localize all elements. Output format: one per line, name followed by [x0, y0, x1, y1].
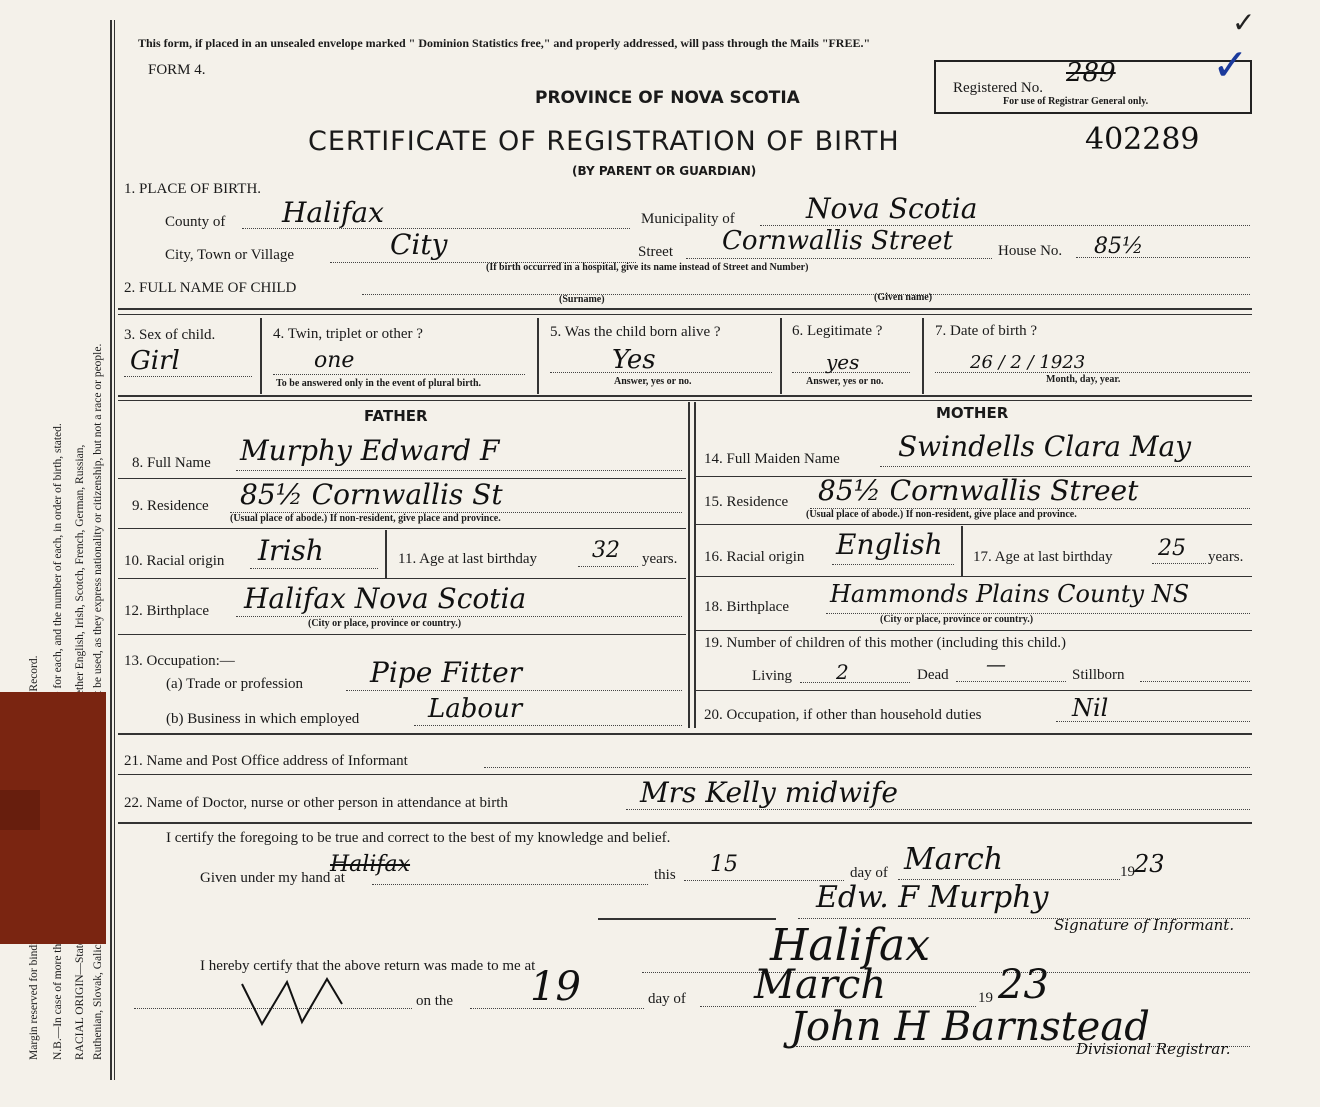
county-label: County of [165, 214, 226, 230]
municipality-value: Nova Scotia [806, 192, 978, 225]
registrar-flourish-mark [232, 964, 372, 1044]
mother-stillborn-line [1140, 681, 1250, 682]
given-line [372, 884, 648, 885]
check-mark-top-icon: ✓ [1232, 8, 1256, 39]
twin-note: To be answered only in the event of plural birth. [276, 378, 482, 389]
mother-racial-label: 16. Racial origin [704, 549, 805, 565]
mother-racial-line [832, 564, 954, 565]
doctor-value: Mrs Kelly midwife [640, 776, 898, 809]
registrar-year-prefix: 19 [978, 990, 993, 1006]
sex-label: 3. Sex of child. [124, 327, 216, 343]
father-age-label: 11. Age at last birthday [398, 551, 537, 567]
given-value: Halifax [330, 852, 411, 877]
father-trade-label: (a) Trade or profession [166, 676, 304, 692]
child-name-line [362, 294, 1250, 295]
alive-note: Answer, yes or no. [614, 376, 692, 387]
father-birthplace-note: (City or place, province or country.) [308, 618, 462, 629]
place-heading: 1. PLACE OF BIRTH. [124, 181, 262, 197]
father-occupation-label: 13. Occupation:— [124, 653, 235, 669]
check-mark-icon: ✓ [1212, 41, 1249, 90]
legitimate-note: Answer, yes or no. [806, 376, 884, 387]
father-birthplace-label: 12. Birthplace [124, 603, 209, 619]
tape-stain-dark [0, 790, 40, 830]
form-number: FORM 4. [148, 62, 206, 78]
parent-split-1 [688, 402, 690, 728]
mother-living-label: Living [752, 668, 792, 684]
mother-dead-value: — [986, 652, 1006, 676]
registered-value: 289 [1066, 58, 1116, 88]
month-value: March [904, 842, 1004, 877]
certify-statement: I certify the foregoing to be true and correct to the best of my knowledge and belief. [166, 830, 671, 846]
father-age-value: 32 [592, 538, 620, 563]
registrar-statement: I hereby certify that the above return was made to me at [200, 958, 536, 974]
father-business-line [414, 725, 682, 726]
father-trade-line [346, 690, 682, 691]
mail-notice: This form, if placed in an unsealed envelope marked " Dominion Statistics free," and properly addressed, will pass through the Mails "FREE." [138, 36, 871, 50]
father-heading: FATHER [364, 407, 428, 425]
doctor-label: 22. Name of Doctor, nurse or other person in attendance at birth [124, 795, 508, 811]
mother-age-line [1152, 563, 1206, 564]
informant-line [484, 767, 1250, 768]
alive-label: 5. Was the child born alive ? [550, 324, 721, 340]
registrar-year-value: 23 [998, 962, 1049, 1008]
mother-dead-line [956, 681, 1066, 682]
street-line [686, 258, 992, 259]
mother-name-label: 14. Full Maiden Name [704, 451, 840, 467]
col-sep-3 [780, 318, 782, 394]
mother-occupation-value: Nil [1072, 694, 1109, 722]
registered-label: Registered No. [953, 80, 1043, 96]
legitimate-value: yes [826, 350, 860, 374]
father-business-label: (b) Business in which employed [166, 711, 360, 727]
dob-note: Month, day, year. [1046, 374, 1121, 385]
this-label: this [654, 867, 676, 883]
mother-residence-note: (Usual place of abode.) If non-resident, give place and province. [806, 509, 1077, 520]
registrar-day-value: 19 [530, 964, 581, 1010]
informant-signature-label: Signature of Informant. [1054, 916, 1235, 934]
father-racial-value: Irish [258, 534, 324, 567]
mother-years-label: years. [1208, 549, 1244, 565]
mother-birthplace-value: Hammonds Plains County NS [830, 580, 1190, 608]
dob-value: 26 / 2 / 1923 [970, 352, 1086, 373]
father-age-line [578, 566, 638, 567]
mother-stillborn-label: Stillborn [1072, 667, 1125, 683]
mother-divider-19 [696, 690, 1252, 691]
father-business-value: Labour [428, 694, 523, 724]
col-sep-4 [922, 318, 924, 394]
city-value: City [390, 228, 448, 261]
twin-value: one [314, 348, 355, 373]
father-name-line [236, 470, 682, 471]
certificate-subtitle: (BY PARENT OR GUARDIAN) [572, 164, 757, 178]
mother-residence-label: 15. Residence [704, 494, 789, 510]
father-residence-value: 85½ Cornwallis St [240, 478, 503, 511]
divider-3b [118, 400, 1252, 401]
house-value: 85½ [1094, 234, 1144, 259]
doctor-line [626, 809, 1250, 810]
informant-label: 21. Name and Post Office address of Informant [124, 753, 408, 769]
year-value: 23 [1134, 850, 1165, 878]
hospital-note: (If birth occurred in a hospital, give its name instead of Street and Number) [486, 262, 809, 273]
mother-racial-sep [961, 526, 963, 576]
surname-note: (Surname) [559, 294, 605, 305]
divider-3 [118, 395, 1252, 397]
day-of-label: day of [850, 865, 888, 881]
registrar-place-line [642, 972, 1250, 973]
municipality-label: Municipality of [641, 211, 735, 227]
mother-residence-value: 85½ Cornwallis Street [818, 474, 1139, 507]
margin-rule [110, 20, 112, 1080]
mother-racial-value: English [836, 528, 943, 561]
divider-21 [118, 774, 1252, 775]
col-sep-1 [260, 318, 262, 394]
registrar-signature-label: Divisional Registrar. [1076, 1040, 1231, 1058]
street-value: Cornwallis Street [722, 226, 953, 256]
registrar-note: For use of Registrar General only. [1003, 96, 1149, 107]
child-name-label: 2. FULL NAME OF CHILD [124, 280, 297, 296]
mother-children-label: 19. Number of children of this mother (including this child.) [704, 635, 1067, 651]
father-residence-label: 9. Residence [132, 498, 209, 514]
given-name-note: (Given name) [874, 292, 933, 303]
father-birthplace-line [236, 616, 682, 617]
mother-occupation-label: 20. Occupation, if other than household duties [704, 707, 982, 723]
alive-line [550, 372, 772, 373]
twin-line [273, 374, 525, 375]
father-birthplace-value: Halifax Nova Scotia [244, 582, 527, 615]
sex-value: Girl [130, 346, 180, 376]
mother-living-value: 2 [836, 660, 849, 684]
mother-name-value: Swindells Clara May [898, 430, 1192, 463]
father-name-value: Murphy Edward F [240, 434, 500, 467]
certificate-number: 402289 [1085, 122, 1200, 157]
mother-age-value: 25 [1158, 536, 1186, 561]
divider-parents-bottom [118, 733, 1252, 735]
father-divider-9 [118, 528, 686, 529]
mother-dead-label: Dead [917, 667, 949, 683]
given-label: Given under my hand at [200, 870, 345, 886]
mother-heading: MOTHER [936, 404, 1009, 422]
sex-line [124, 376, 252, 377]
parent-split-2 [694, 402, 696, 728]
father-racial-sep [385, 530, 387, 578]
house-label: House No. [998, 243, 1063, 259]
county-value: Halifax [282, 196, 384, 229]
mother-living-line [800, 682, 910, 683]
mother-age-label: 17. Age at last birthday [973, 549, 1113, 565]
alive-value: Yes [612, 345, 656, 375]
margin-rule-2 [114, 20, 115, 1080]
registrar-day-of-label: day of [648, 991, 686, 1007]
registrar-place-value: Halifax [770, 920, 931, 971]
father-years-label: years. [642, 551, 678, 567]
father-name-label: 8. Full Name [132, 455, 211, 471]
father-residence-note: (Usual place of abode.) If non-resident, give place and province. [230, 513, 501, 524]
mother-divider-16 [696, 576, 1252, 577]
col-sep-2 [537, 318, 539, 394]
city-label: City, Town or Village [165, 247, 295, 263]
mother-name-line [880, 466, 1250, 467]
father-trade-value: Pipe Fitter [370, 656, 523, 689]
father-divider-12 [118, 634, 686, 635]
divider-2b [118, 314, 1252, 315]
legitimate-label: 6. Legitimate ? [792, 323, 883, 339]
father-racial-line [250, 568, 378, 569]
informant-signature: Edw. F Murphy [816, 880, 1049, 915]
province-heading: PROVINCE OF NOVA SCOTIA [535, 88, 800, 108]
street-label: Street [638, 244, 673, 260]
certificate-title: CERTIFICATE OF REGISTRATION OF BIRTH [308, 126, 900, 157]
registrar-signature: John H Barnstead [790, 1004, 1150, 1050]
registrar-month-value: March [754, 962, 887, 1008]
dob-label: 7. Date of birth ? [935, 323, 1038, 339]
on-the-label: on the [416, 993, 454, 1009]
divider-22 [118, 822, 1252, 824]
mother-birthplace-note: (City or place, province or country.) [880, 614, 1034, 625]
year-prefix: 19 [1120, 864, 1135, 880]
this-value: 15 [710, 852, 738, 877]
father-divider-10 [118, 578, 686, 579]
divider-2 [118, 308, 1252, 310]
signature-blank-line [598, 918, 776, 920]
mother-birthplace-label: 18. Birthplace [704, 599, 789, 615]
father-racial-label: 10. Racial origin [124, 553, 225, 569]
mother-divider-15 [696, 524, 1252, 525]
mother-divider-18 [696, 630, 1252, 631]
twin-label: 4. Twin, triplet or other ? [273, 326, 423, 342]
